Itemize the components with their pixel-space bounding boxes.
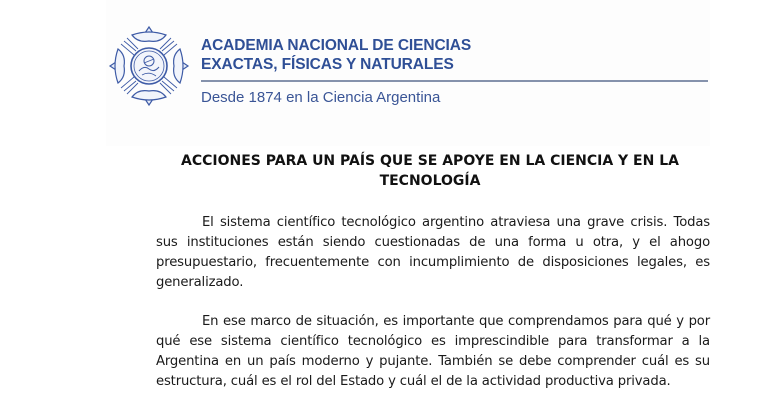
org-name-line-1: ACADEMIA NACIONAL DE CIENCIAS xyxy=(201,37,472,54)
header-divider xyxy=(201,80,708,82)
paragraph-line: qué ese sistema científico tecnológico es imprescindible para transformar a la xyxy=(156,334,710,349)
paragraph-line: Argentina en un país moderno y pujante. También se debe comprender cuál es su xyxy=(156,354,710,369)
document-title xyxy=(150,151,710,191)
academy-seal-icon xyxy=(108,25,190,107)
title-line-1: ACCIONES PARA UN PAÍS QUE SE APOYE EN LA CIENCIA Y EN LA xyxy=(181,153,679,169)
org-name-line-2: EXACTAS, FÍSICAS Y NATURALES xyxy=(201,56,454,73)
paragraph-line: estructura, cuál es el rol del Estado y cuál el de la actividad productiva privada. xyxy=(156,374,671,389)
tagline: Desde 1874 en la Ciencia Argentina xyxy=(201,89,441,106)
paragraph-2 xyxy=(156,312,710,392)
paragraph-line: En ese marco de situación, es importante que comprendamos para qué y por xyxy=(202,314,710,329)
organization-name xyxy=(201,36,471,74)
paragraph-1 xyxy=(156,213,710,293)
paragraph-line: presupuestario, frecuentemente con incumplimiento de disposiciones legales, es xyxy=(156,255,710,270)
paragraph-line: sus instituciones están siendo cuestionadas de una forma u otra, y el ahogo xyxy=(156,235,710,250)
title-line-2: TECNOLOGÍA xyxy=(379,173,481,189)
paragraph-line: El sistema científico tecnológico argentino atraviesa una grave crisis. Todas xyxy=(202,215,710,230)
paragraph-line: generalizado. xyxy=(156,275,244,290)
